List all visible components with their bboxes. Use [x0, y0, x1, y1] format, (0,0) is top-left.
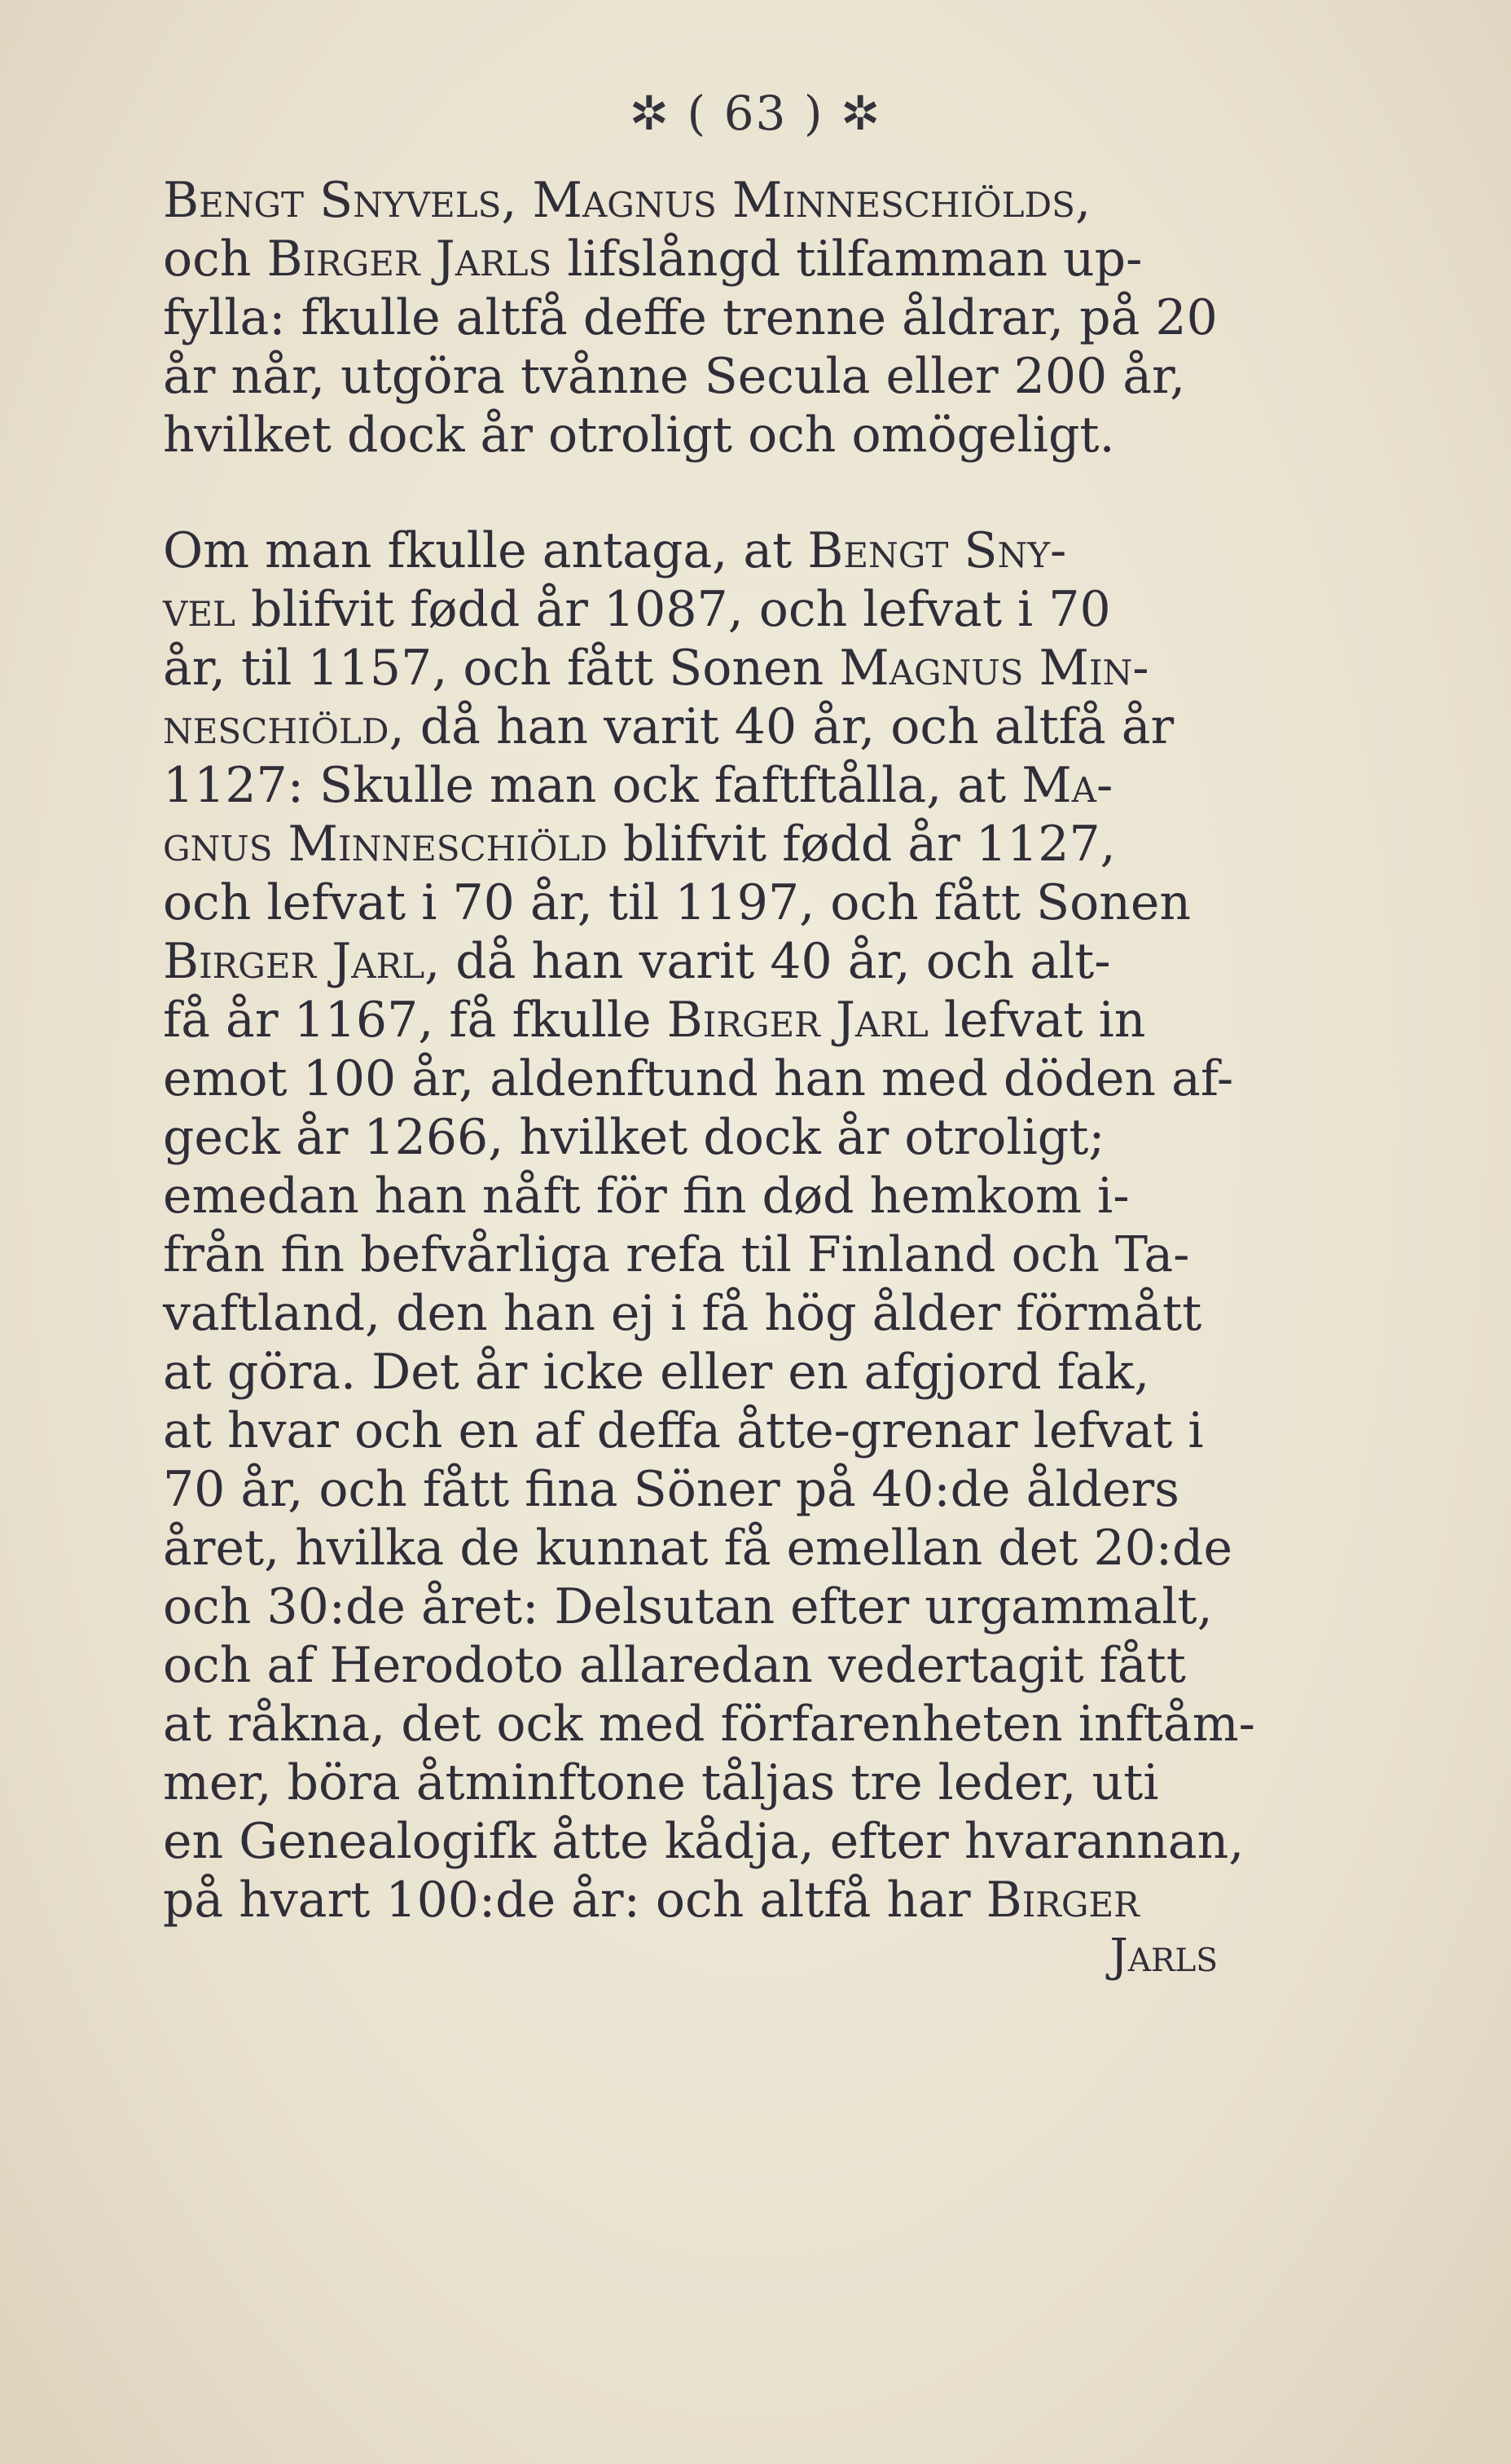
text-run: Om man fkulle antaga, at [163, 522, 808, 579]
text-run: emot 100 år, aldenftund han med döden af- [163, 1050, 1234, 1107]
text-line [163, 230, 1222, 288]
paragraph-2 [163, 521, 1255, 1929]
text-run: hvilket dock år otroligt och omögeligt. [163, 407, 1115, 464]
text-run: år, til 1157, och fått Sonen [163, 640, 840, 697]
text-run: och 30:de året: Delsutan efter urgammalt, [163, 1578, 1213, 1635]
text-line [163, 697, 1222, 756]
text-run: lefvat in [928, 992, 1146, 1049]
small-caps-name: Magnus Min- [839, 640, 1149, 697]
text-line [163, 347, 1222, 406]
text-line [163, 1577, 1222, 1636]
text-line [163, 1284, 1222, 1343]
text-run: vaftland, den han ej i få hög ålder förmått [163, 1285, 1202, 1342]
text-run: , då han varit 40 år, och alt- [424, 933, 1111, 990]
text-run: år når, utgöra tvånne Secula eller 200 år, [163, 348, 1186, 405]
text-line [163, 521, 1222, 580]
text-line [163, 1343, 1222, 1401]
text-run: 70 år, och fått fina Söner på 40:de ålders [163, 1461, 1179, 1518]
text-line [163, 1636, 1222, 1695]
paragraph-1 [163, 171, 1222, 464]
small-caps-name: vel [163, 581, 235, 638]
text-line [163, 932, 1222, 991]
text-run: blifvit fødd år 1087, och lefvat i 70 [235, 581, 1111, 638]
text-run: och lefvat i 70 år, til 1197, och fått Sonen [163, 874, 1192, 931]
text-run: året, hvilka de kunnat få emellan det 20:de [163, 1520, 1232, 1577]
small-caps-name: Bengt Sny- [807, 522, 1067, 579]
text-line [163, 991, 1222, 1049]
catchword: Jarls [1109, 1929, 1218, 1982]
text-line [163, 1519, 1232, 1577]
small-caps-name: gnus Minneschiöld [163, 816, 608, 873]
small-caps-name: Birger Jarl [666, 992, 929, 1049]
text-run: , [1074, 172, 1092, 229]
small-caps-name: Bengt Snyvels [163, 172, 502, 229]
text-run: , [501, 172, 533, 229]
text-line [163, 639, 1222, 697]
text-run: få år 1167, få fkulle [163, 992, 667, 1049]
text-run: blifvit fødd år 1127, [607, 816, 1116, 873]
text-run: en Genealogifk åtte kådja, efter hvarannan, [163, 1813, 1245, 1870]
text-line [163, 815, 1222, 873]
text-line [163, 1753, 1222, 1812]
text-line [163, 873, 1222, 932]
text-run: at råkna, det ock med förfarenheten inftåm- [163, 1696, 1255, 1753]
text-line [163, 1812, 1245, 1871]
small-caps-name: Birger Jarls [266, 231, 552, 288]
text-run: från fin befvårliga refa til Finland och Ta- [163, 1226, 1190, 1283]
text-line [163, 1167, 1222, 1225]
text-line [163, 288, 1222, 347]
small-caps-name: Ma- [1021, 757, 1113, 814]
text-line [163, 1460, 1222, 1519]
text-line [163, 406, 1222, 464]
text-line [163, 580, 1222, 639]
text-run: emedan han nåft för fin død hemkom i- [163, 1168, 1130, 1225]
text-run: geck år 1266, hvilket dock år otroligt; [163, 1109, 1105, 1166]
small-caps-name: s [1052, 172, 1075, 229]
text-line [163, 1225, 1222, 1284]
text-line [163, 1108, 1222, 1167]
text-run: lifslångd tilfamman up- [551, 231, 1143, 288]
text-run: fylla: fkulle altfå deffe trenne åldrar, på 20 [163, 289, 1218, 346]
small-caps-name: neschiöld [163, 698, 389, 755]
text-run: at hvar och en af deffa åtte-grenar lefvat i [163, 1402, 1204, 1459]
small-caps-name: Birger Jarl [163, 933, 425, 990]
text-line [163, 1871, 1222, 1929]
text-run: at göra. Det år icke eller en afgjord fak, [163, 1344, 1150, 1401]
text-run: och af Herodoto allaredan vedertagit fått [163, 1637, 1186, 1694]
text-run: på hvart 100:de år: och altfå har [163, 1872, 986, 1929]
text-run: 1127: Skulle man ock faftftålla, at [163, 757, 1022, 814]
text-line [163, 171, 1222, 230]
text-line [163, 756, 1222, 815]
text-line [163, 1695, 1255, 1753]
text-line [163, 1401, 1222, 1460]
page-number-header: ✲ ( 63 ) ✲ [629, 86, 882, 141]
text-run: mer, böra åtminftone tåljas tre leder, uti [163, 1754, 1159, 1811]
text-line [163, 1049, 1234, 1108]
text-run: och [163, 231, 267, 288]
text-run: , då han varit 40 år, och altfå år [389, 698, 1175, 755]
small-caps-name: Magnus Minneschiöld [532, 172, 1052, 229]
small-caps-name: Birger [986, 1872, 1140, 1929]
